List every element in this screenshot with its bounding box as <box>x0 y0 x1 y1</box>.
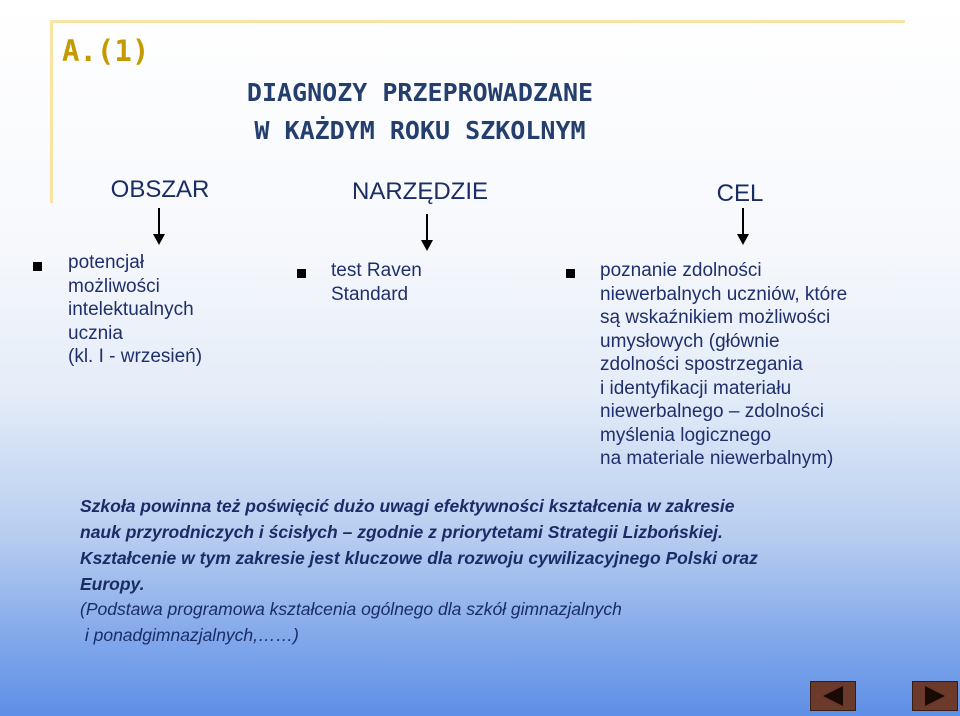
goal-text <box>600 259 847 471</box>
goal-line: myślenia logicznego <box>600 424 772 446</box>
source-line: i ponadgimnazjalnych,……) <box>80 625 299 645</box>
note-line: nauk przyrodniczych i ścisłych – zgodnie z priorytetami Strategii Lizbońskiej. <box>80 522 723 542</box>
area-line: możliwości <box>68 275 160 297</box>
area-arrow-icon <box>152 208 166 246</box>
note-line: Szkoła powinna też poświęcić dużo uwagi efektywności kształcenia w zakresie <box>80 496 735 516</box>
note-paragraph <box>80 493 920 597</box>
goal-line: są wskaźnikiem możliwości <box>600 307 831 328</box>
area-bullet-icon <box>33 262 42 271</box>
goal-line: niewerbalnego – zdolności <box>600 401 824 422</box>
goal-arrow-icon <box>736 208 750 246</box>
section-code: A.(1) <box>62 34 150 68</box>
tool-text <box>331 259 422 306</box>
goal-bullet-icon <box>566 269 575 278</box>
goal-line: na materiale niewerbalnym) <box>600 448 834 469</box>
tool-line: Standard <box>331 283 409 305</box>
triangle-right-icon <box>913 682 957 710</box>
area-header: OBSZAR <box>110 176 210 203</box>
source-citation <box>80 596 622 648</box>
area-line: intelektualnych <box>68 299 194 320</box>
heading-line-1: DIAGNOZY PRZEPROWADZANE <box>246 78 594 107</box>
next-slide-button[interactable] <box>912 681 958 711</box>
goal-line: poznanie zdolności <box>600 260 762 281</box>
area-line: potencjał <box>68 252 145 273</box>
area-line: (kl. I - wrzesień) <box>68 346 203 367</box>
tool-line: test Raven <box>331 260 422 281</box>
area-line: ucznia <box>68 322 123 344</box>
goal-header: CEL <box>716 180 764 207</box>
area-text <box>68 251 202 369</box>
triangle-left-icon <box>811 682 855 710</box>
source-line: (Podstawa programowa kształcenia ogólnego dla szkół gimnazjalnych <box>80 599 622 619</box>
tool-arrow-icon <box>420 214 434 252</box>
tool-bullet-icon <box>297 269 306 278</box>
note-line: Kształcenie w tym zakresie jest kluczowe dla rozwoju cywilizacyjnego Polski oraz <box>80 548 758 568</box>
tool-header: NARZĘDZIE <box>351 178 488 205</box>
goal-line: zdolności spostrzegania <box>600 354 803 375</box>
heading-line-2: W KAŻDYM ROKU SZKOLNYM <box>254 116 586 145</box>
slide-heading <box>120 74 720 150</box>
goal-line: umysłowych (głównie <box>600 330 780 352</box>
goal-line: niewerbalnych uczniów, które <box>600 283 848 305</box>
note-line: Europy. <box>80 574 145 594</box>
prev-slide-button[interactable] <box>810 681 856 711</box>
goal-line: i identyfikacji materiału <box>600 377 792 399</box>
